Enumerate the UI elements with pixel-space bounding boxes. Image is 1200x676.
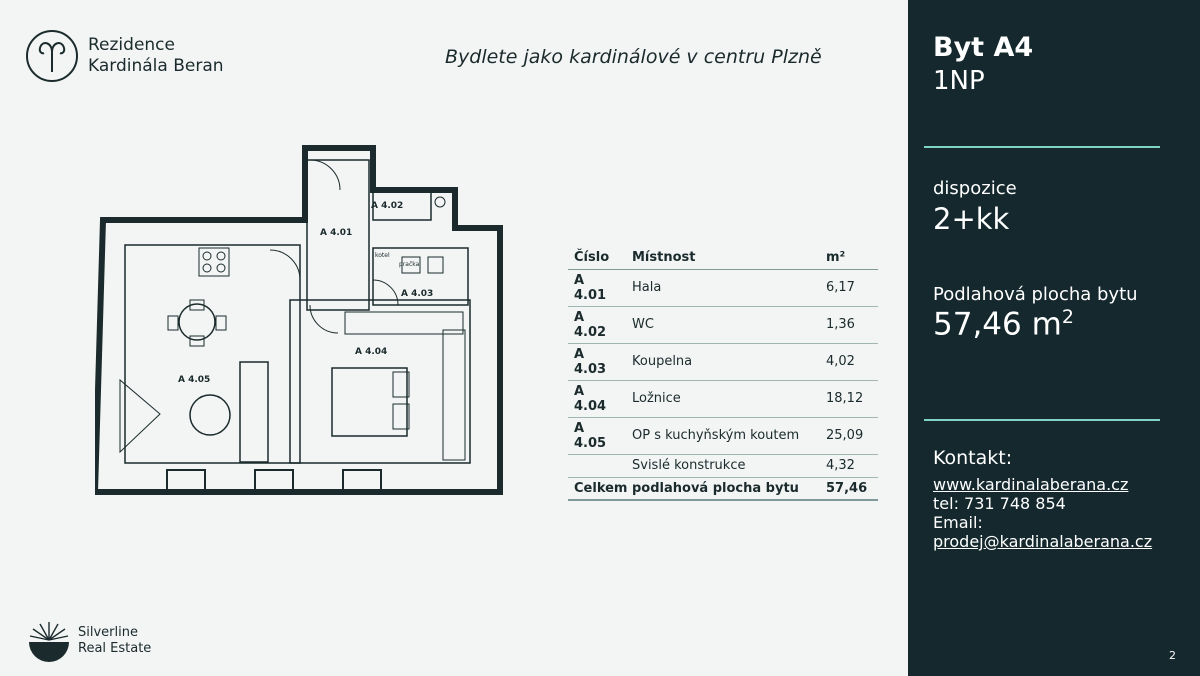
brand-line-2: Real Estate [78,641,152,656]
row-m2: 25,09 [820,417,878,454]
label-a405: A 4.05 [178,375,211,385]
unit-title: Byt A4 [933,32,1034,63]
label-a404: A 4.04 [355,347,388,357]
table-row [568,306,878,343]
floor-plan [95,140,515,500]
row-mistnost: WC [626,306,820,343]
row-m2: 6,17 [820,269,878,306]
total-label: Celkem podlahová plocha bytu [568,477,820,500]
row-mistnost: Koupelna [626,343,820,380]
label-a401: A 4.01 [320,228,353,238]
area-value [933,306,1074,342]
row-m2: 4,02 [820,343,878,380]
row-cislo: A 4.05 [568,417,626,454]
header-m2: m² [820,246,878,269]
website-link[interactable]: www.kardinalaberana.cz [933,475,1129,494]
project-logo [26,30,224,82]
row-m2: 18,12 [820,380,878,417]
area-label: Podlahová plocha bytu [933,284,1138,305]
row-m2: 1,36 [820,306,878,343]
logo-line-1: Rezidence [88,35,175,55]
table-row [568,380,878,417]
row-m2: 4,32 [820,454,878,477]
aries-logo-icon [26,30,78,82]
row-cislo: A 4.01 [568,269,626,306]
row-cislo [568,454,626,477]
unit-floor: 1NP [933,66,985,96]
brand-logo [28,620,151,662]
disposition-label: dispozice [933,178,1017,199]
row-mistnost: Svislé konstrukce [626,454,820,477]
rooms-table [568,246,878,501]
label-kotel: kotel [375,252,390,259]
header-cislo: Číslo [568,246,626,269]
disposition-value: 2+kk [933,202,1010,236]
row-mistnost: Ložnice [626,380,820,417]
row-cislo: A 4.02 [568,306,626,343]
area-number: 57,46 m [933,306,1062,343]
email-label: Email: [933,513,983,532]
divider [924,146,1160,148]
table-total-row [568,477,878,500]
info-panel [908,0,1200,676]
total-m2: 57,46 [820,477,878,500]
area-unit-sup: 2 [1061,306,1074,328]
logo-line-2: Kardinála Beran [88,56,224,76]
contact-block [933,475,1152,551]
phone-text: tel: 731 748 854 [933,494,1066,513]
label-pracka: pračka [399,261,420,268]
row-mistnost: OP s kuchyňským koutem [626,417,820,454]
brand-line-1: Silverline [78,625,138,640]
slogan: Bydlete jako kardinálové v centru Plzně [445,46,822,68]
contact-heading: Kontakt: [933,447,1013,469]
row-mistnost: Hala [626,269,820,306]
row-cislo: A 4.03 [568,343,626,380]
label-a403: A 4.03 [401,289,434,299]
header-mistnost: Místnost [626,246,820,269]
table-row [568,343,878,380]
divider [924,419,1160,421]
label-a402: A 4.02 [371,201,404,211]
sunrise-logo-icon [28,620,70,662]
table-row [568,417,878,454]
table-row [568,454,878,477]
table-row [568,269,878,306]
email-link[interactable]: prodej@kardinalaberana.cz [933,532,1153,551]
table-header-row [568,246,878,269]
page-number: 2 [1169,649,1176,662]
row-cislo: A 4.04 [568,380,626,417]
